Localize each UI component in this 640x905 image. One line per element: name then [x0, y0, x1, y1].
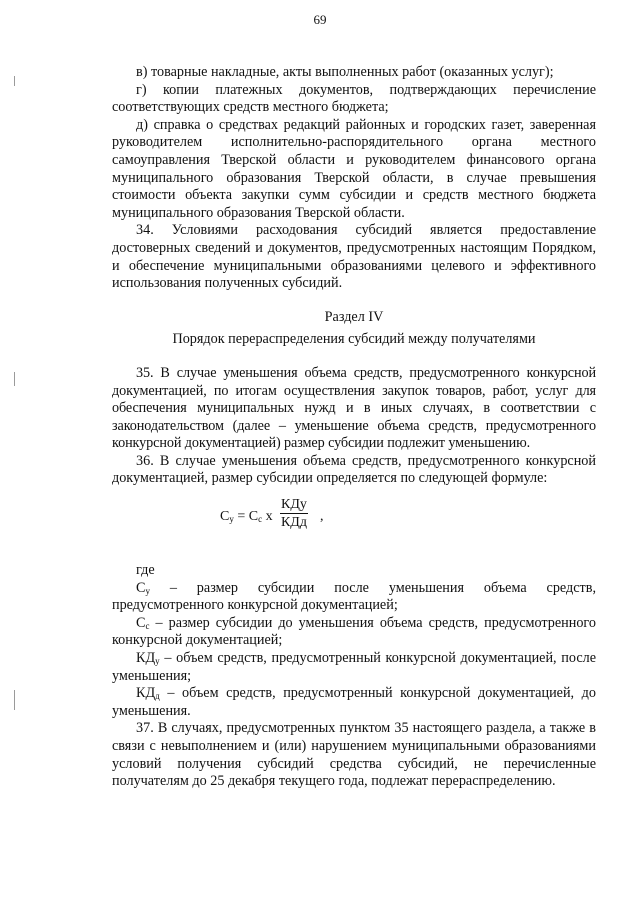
formula-numerator: КДу — [281, 497, 307, 513]
formula-fraction — [280, 496, 308, 532]
item-d: д) справка о средствах редакций районных и городских газет, заверенная руководителем исполнительно-распорядительного органа местного самоуправления Тверской области и руководителем финансового органа муниципального образования Тверской области, в случае превышения стоимости объекта закупки сумм субсидии и средств местного бюджета муниципального образования Тверской области. — [112, 116, 596, 221]
formula-denominator: КДд — [280, 515, 307, 531]
formula: $С_у = С_с$ х КДу КДд , — [220, 497, 324, 531]
definition-kdy: $КД_у$ – объем средств, предусмотренный конкурсной документацией, после уменьшения; — [112, 650, 596, 684]
paragraph-37: 37. В случаях, предусмотренных пунктом 35 настоящего раздела, а также в связи с невыполнением и (или) нарушением муниципальными образованиями условий получения субсидий средства субсидий, не перечисленные получателям до 25 декабря текущего года, подлежат перераспределению. — [112, 720, 596, 790]
paragraph-34: 34. Условиями расходования субсидий является предоставление достоверных сведений и документов, предусмотренных настоящим Порядком, и обеспечение муниципальными образованиями целевого и эффективного использования полученных субсидий. — [112, 222, 596, 292]
definition-kdd: $КД_д$ – объем средств, предусмотренный конкурсной документацией, до уменьшения. — [112, 685, 596, 719]
scan-edge-mark — [14, 372, 15, 386]
scan-edge-mark — [14, 690, 15, 710]
definition-cy: $С_у$ – размер субсидии после уменьшения объема средств, предусмотренного конкурсной документацией; — [112, 579, 596, 614]
item-g: г) копии платежных документов, подтверждающих перечисление соответствующих средств местного бюджета; — [112, 81, 596, 116]
item-v: в) товарные накладные, акты выполненных работ (оказанных услуг); — [136, 64, 554, 80]
section-label: Раздел IV — [324, 308, 384, 325]
definition-cc: $С_с$ – размер субсидии до уменьшения объема средств, предусмотренного конкурсной документацией; — [112, 614, 596, 649]
paragraph-35: 35. В случае уменьшения объема средств, предусмотренного конкурсной документацией, по итогам осуществления закупок товаров, работ, услуг для обеспечения муниципальных нужд и в иных случаях, в соответствии с законодательством (далее – уменьшение объема средств, предусмотренного конкурсной документацией) размер субсидии подлежит уменьшению. — [112, 364, 596, 452]
paragraph-36: 36. В случае уменьшения объема средств, предусмотренного конкурсной документацией, размер субсидии определяется по следующей формуле: — [112, 452, 596, 487]
document-body — [112, 64, 596, 791]
scan-edge-mark — [14, 76, 15, 86]
page-number: 69 — [313, 12, 327, 27]
where-label: где — [136, 562, 155, 579]
formula-lhs: $С_у = С_с$ х — [220, 509, 273, 525]
section-title: Порядок перераспределения субсидий между получателями — [172, 331, 536, 348]
